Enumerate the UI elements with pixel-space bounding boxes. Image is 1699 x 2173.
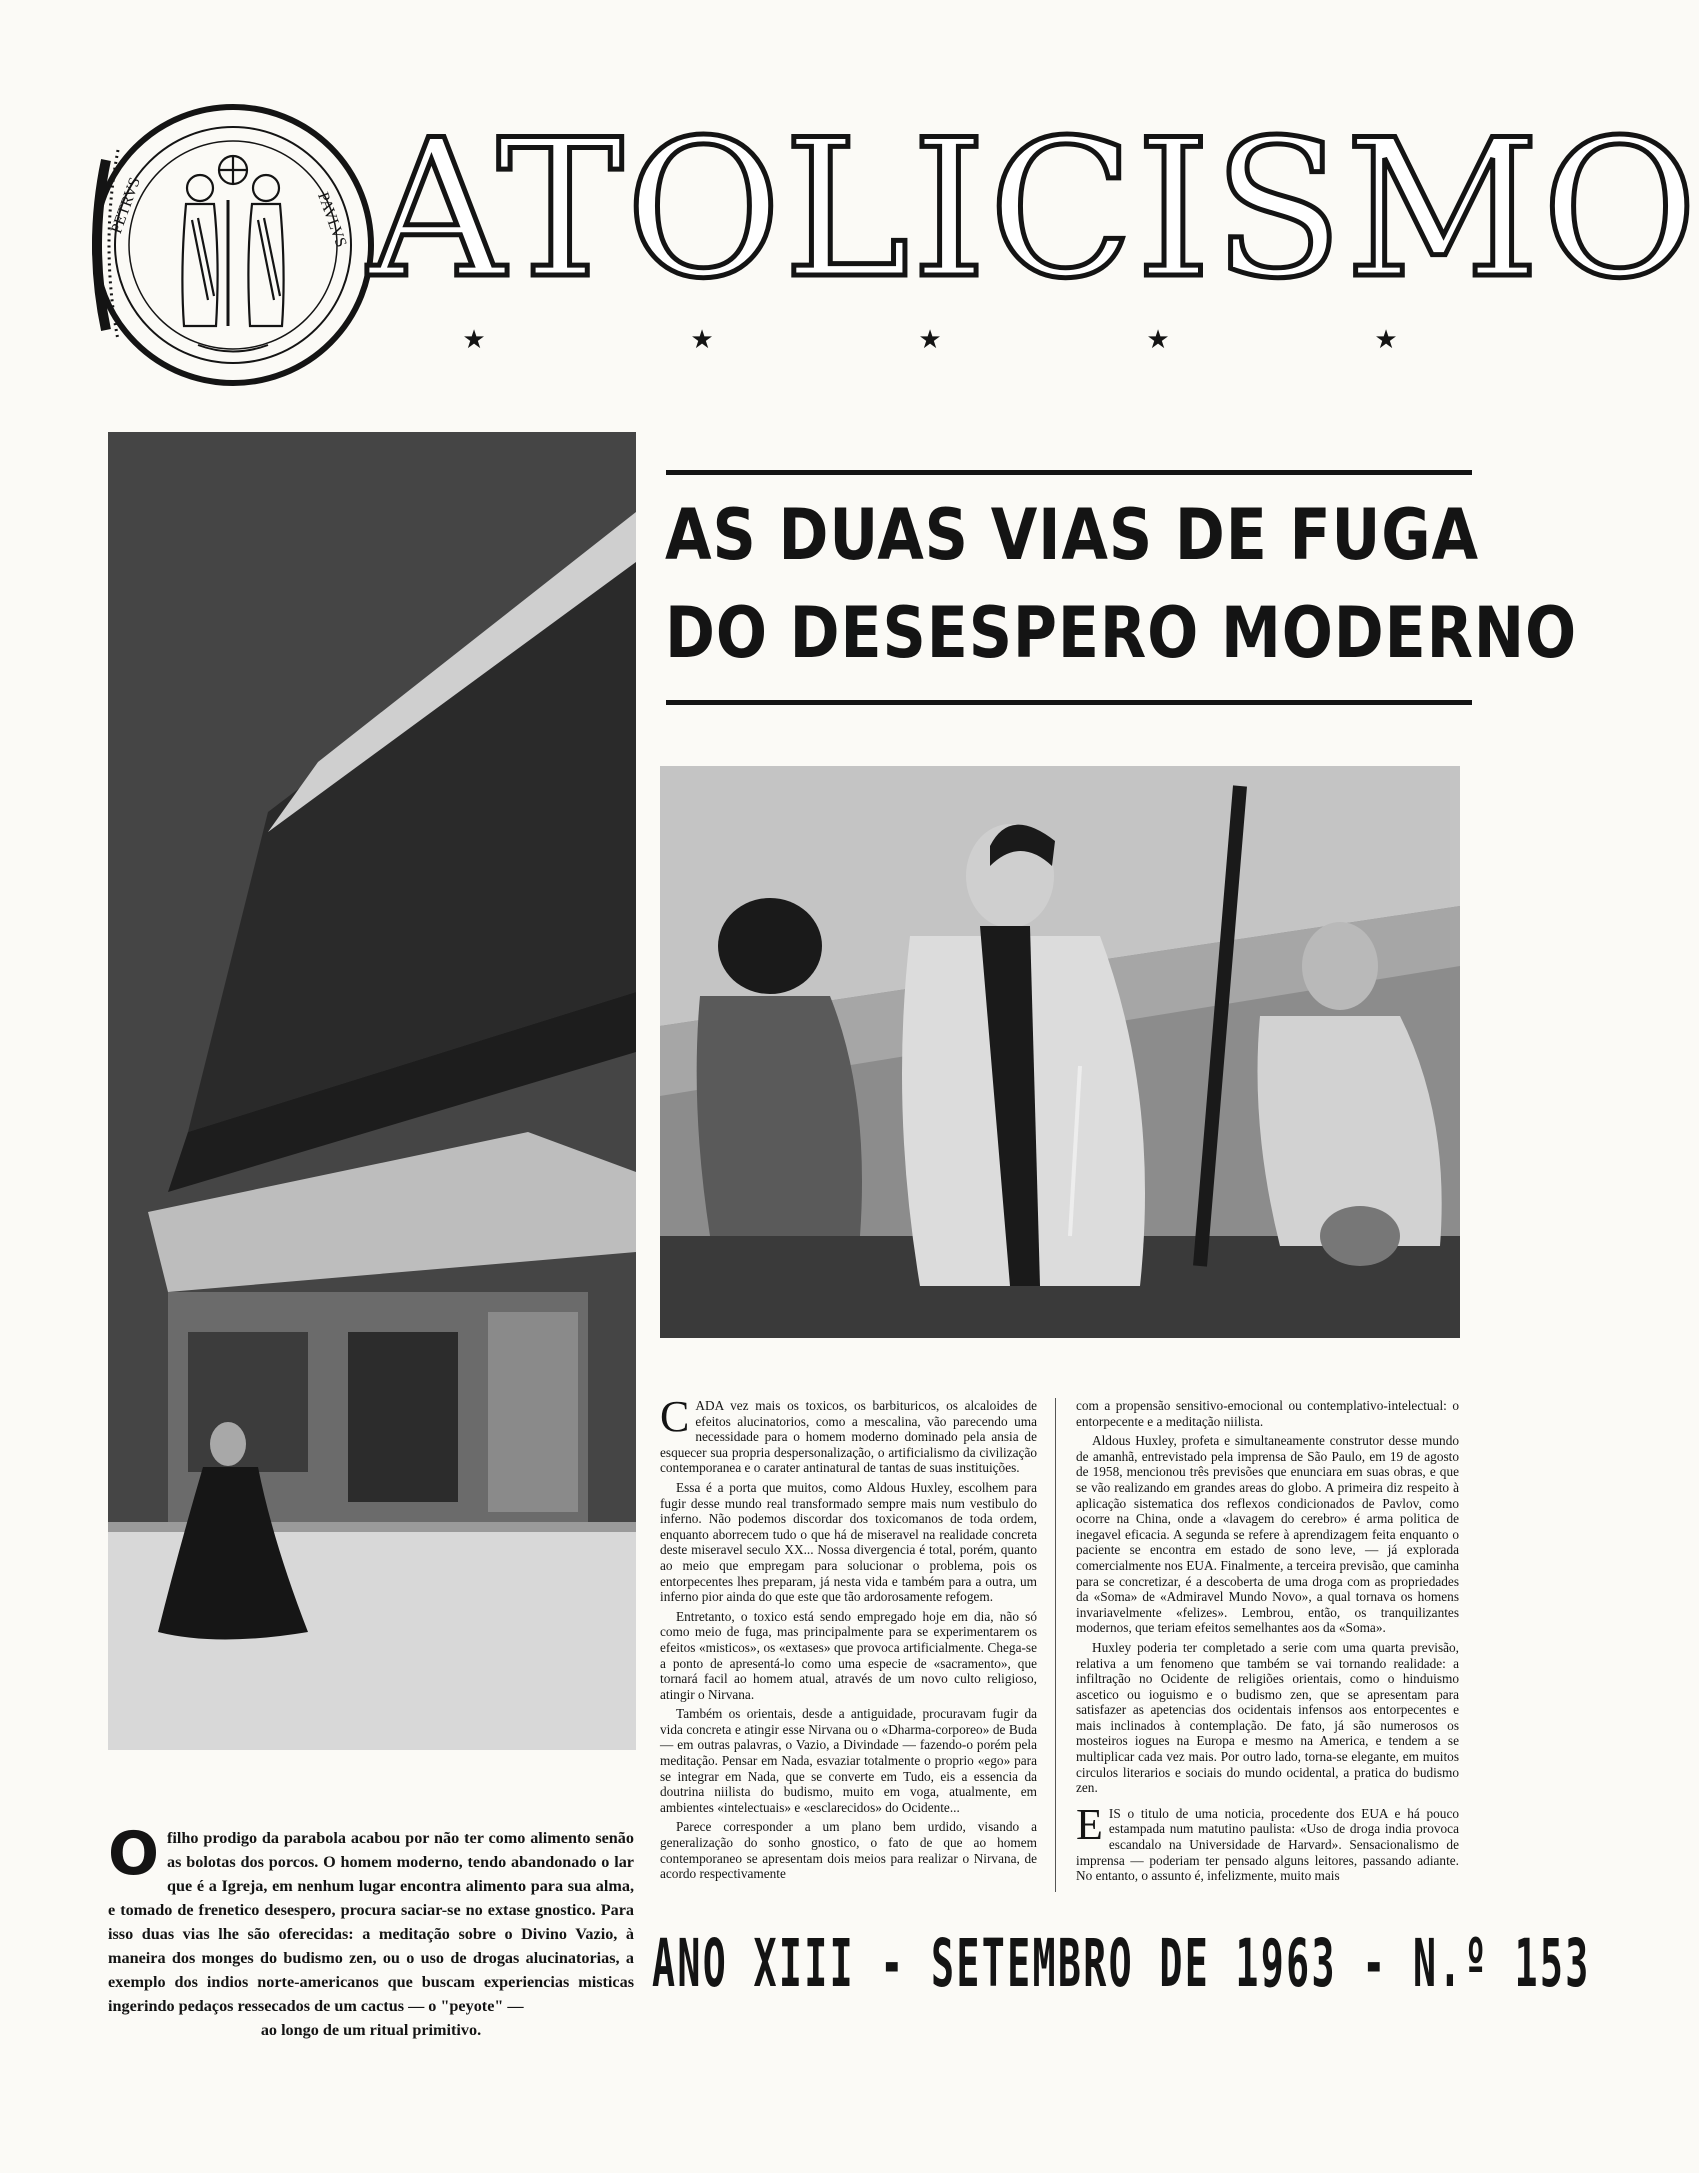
seal-lettering-left: PETRVS [108, 175, 144, 236]
article-paragraph: Parece corresponder a um plano bem urdido, visando a generalização do sonho gnostico, o fato de que ao homem contemporaneo se apresentam dois meios para realizar o Nirvana, de acordo respectivamente [660, 1819, 1037, 1882]
star-icon: ★ [462, 325, 486, 354]
masthead-stars [360, 322, 1500, 358]
article-drop-cap: E [1076, 1799, 1103, 1849]
temple-scene-icon [108, 432, 636, 1750]
ritual-scene-icon [660, 766, 1460, 1338]
article-paragraph: com a propensão sensitivo-emocional ou contemplativo-intelectual: o entorpecente e a meditação niilista. [1076, 1398, 1459, 1429]
caption-body: filho prodigo da parabola acabou por não ter como alimento senão as bolotas dos porcos. O homem moderno, tendo abandonado o lar que é a Igreja, em nenhum lugar encontra alimento para sua alma, e tomado de frenetico desespero, procura saciar-se no extase gnostico. Para isso duas vias lhe são oferecidas: a meditação sobre o Divino Vazio, à maneira dos monges do budismo zen, ou o uso de drogas alucinatorias, a exemplo dos indios norte-americanos que buscam experiencias misticas ingerindo pedaços ressecados de um cactus — o "peyote" — [108, 1829, 634, 2015]
headline-line-2: DO DESESPERO MODERNO [665, 592, 1578, 674]
headline-line-1: AS DUAS VIAS DE FUGA [665, 494, 1479, 576]
masthead-title: ATOLICISMO [368, 99, 1699, 320]
star-icon: ★ [690, 325, 714, 354]
headline [665, 486, 1578, 686]
issue-footer: ANO XIII - SETEMBRO DE 1963 - N.º 153 [652, 1925, 1591, 2002]
photo-caption [108, 1819, 634, 2118]
article-paragraph: Entretanto, o toxico está sendo empregado hoje em dia, não só como meio de fuga, mas principalmente para se experimentarem os efeitos «misticos», os «extases» que provoca artificialmente. Chega-se a ponto de apresentá-lo como uma especie de «sacramento», que tornará facil ao homem atual, através de um novo culto religioso, atingir o Nirvana. [660, 1608, 1037, 1702]
caption-last-line: ao longo de um ritual primitivo. [260, 2021, 482, 2039]
article-paragraph [1076, 1799, 1459, 1884]
article-paragraph-text: ADA vez mais os toxicos, os barbituricos, os alcaloides de efeitos alucinatorios, como a mescalina, vão parecendo uma necessidade para o homem moderno dominado pela ansia de esquecer sua propria despersonalização, o artificialismo da civilização contemporanea e o carater antinatural de tantas de suas instituições. [660, 1398, 1037, 1476]
photo-zen-monk-temple [108, 432, 636, 1750]
article-paragraph: Huxley poderia ter completado a serie com uma quarta previsão, relativa a um fenomeno que também se vai tornando realidade: a infiltração no Ocidente de religiões orientais, como o hinduismo ascetico ou ioguismo e o budismo zen, que se apresentam para satisfazer as apetencias dos ocidentais infensos aos entorpecentes e mais inclinados à contemplação. De fato, já são numerosos os mosteiros iogues na Europa e mesmo na America, e tendem a se multiplicar cada vez mais. Por outro lado, torna-se elegante, em muitos circulos literarios e sociais do mundo ocidental, a pratica do budismo zen. [1076, 1639, 1459, 1796]
photo-peyote-ritual [660, 766, 1460, 1338]
headline-rule-top [666, 470, 1472, 475]
article-column-2 [1076, 1398, 1459, 1902]
column-divider [1055, 1398, 1056, 1892]
star-icon: ★ [1374, 325, 1398, 354]
article-paragraph: Essa é a porta que muitos, como Aldous Huxley, escolhem para fugir desse mundo real transformado sempre mais num vestibulo do inferno. Não podemos discordar dos toxicomanos de toda ordem, enquanto aborrecem tudo o que há de miseravel na realidade concreta deste miseravel seculo XX... Nossa divergencia é total, porém, quanto ao meio que empregam para solucionar o problema, pois os entorpecentes lhes preparam, já nesta vida e também para a outra, um inferno pior ainda do que este que tão ardorosamente refogem. [660, 1479, 1037, 1605]
article-paragraph: Aldous Huxley, profeta e simultaneamente construtor desse mundo de amanhã, entrevistado pela imprensa de São Paulo, em 19 de agosto de 1958, mencionou três previsões que enunciara em suas obras, e que se vão realizando em grandes areas do globo. A primeira diz respeito à aplicação sistematica dos reflexos condicionados de Pavlov, como ocorre na China, onde a «lavagem do cerebro» é arma politica de inegavel eficacia. A segunda se refere à aprendizagem feita enquanto o paciente se encontra em estado de sono leve, — já explorada comercialmente nos EUA. Finalmente, a terceira previsão, que caminha para se concretizar, é a descoberta de uma droga com as propriedades da «Soma» de «Admiravel Mundo Novo», a qual tornava os homens invariavelmente «felizes». Lembrou, então, os tranquilizantes modernos, que teriam efeitos semelhantes aos da «Soma». [1076, 1433, 1459, 1636]
article-paragraph-text: IS o titulo de uma noticia, procedente dos EUA e há pouco estampada num matutino paulista: «Uso de droga india provoca escandalo na Universidade de Harvard». Sensacionalismo de imprensa — poderiam ter pensado alguns leitores, passando adiante. No entanto, o assunto é, infelizmente, muito mais [1076, 1805, 1459, 1884]
caption-drop-cap: O [108, 1819, 160, 1889]
article-drop-cap: C [660, 1392, 690, 1441]
article-paragraph [660, 1392, 1037, 1476]
star-icon: ★ [1146, 325, 1170, 354]
article-column-1 [660, 1392, 1037, 1902]
headline-rule-bottom [666, 700, 1472, 705]
star-icon: ★ [918, 325, 942, 354]
article-paragraph: Também os orientais, desde a antiguidade, procuravam fugir da vida concreta e atingir esse Nirvana ou o «Dharma-corporeo» de Buda — em outras palavras, o Vazio, a Divindade — fazendo-o porém pela meditação. Pensar em Nada, esvaziar totalmente o proprio «ego» para se integrar em Nada, que se converte em Tudo, eis a essencia da doutrina niilista do budismo, muito em voga, atualmente, em ambientes «intelectuais» e «esclarecidos» do Ocidente... [660, 1706, 1037, 1815]
seal-lettering-right: PAVLVS [314, 190, 350, 250]
